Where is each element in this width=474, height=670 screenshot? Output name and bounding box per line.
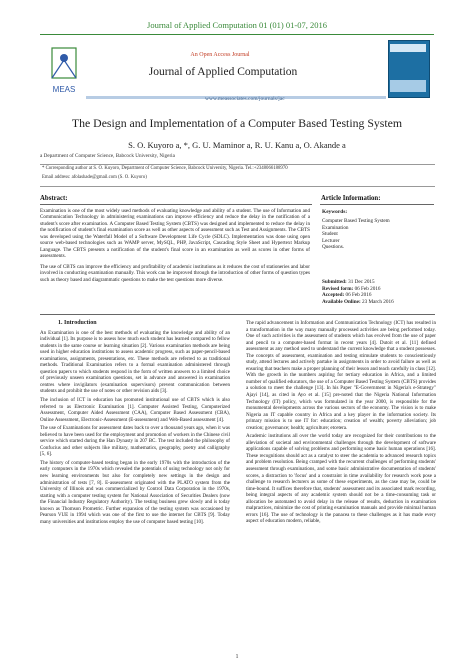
- abstract-divider: [40, 204, 312, 205]
- journal-title: Journal of Applied Computation: [148, 66, 298, 78]
- author-email[interactable]: Email address: afolashade@gmail.com (S. O. Kuyoro): [42, 175, 147, 180]
- journal-url[interactable]: www.meassociates.com/journals/jac: [205, 96, 285, 102]
- body-paragraph: An Examination is one of the best methods of evaluating the knowledge and ability of an individual [1]. Its purpose is to assess how much each student has learned compared to fellow students in the same course or learning situation [2]. Various examination methods are being used in higher education institutions to assess academic progress, such as paper-pencil-based examinations, assignments, presentations, etc. These methods are referred to as traditional methods. Traditional Examination refers to a formal examination administered through question papers to which students respond in the form of written answers to a limited choice of previously unseen examination questions, set in advance and answered in examination centres where invigilators (examination supervisors) prevent communication between students and prohibit the use of notes or other revision aids [3].: [40, 329, 230, 395]
- cover-band-top: [390, 44, 426, 52]
- author-list: S. O. Kuyoro a, *, G. U. Maminor a, R. U. Kanu a, O. Akande a: [128, 140, 346, 150]
- body-paragraph: Academic institutions all over the world today are recognized for their contributions to the alleviation of societal and environmental challenges through the development of software applications capable of solving problems and performing some basic human operations [16]. These recognitions should act as a catalyst to steer the academia to advanced research topics and problem resolution. Being cramped with the recurrent challenges of performing students' assessment through examinations, and some basic administrative documentation of students' scores, a distraction to 'focus' and a constraint in time availability for research work pose a challenge to research lecturers as some of these experiments, as the case may be, could be time-bound. It suffices therefore that, students' assessment and its associated mark recording, being integral aspects of any academic system should not be a time-consuming task or allocation be automated to avoid delay in the release of results, deduction in examination malpractices, minimize the cost of printing examination manuals and provide minimal human errors [16]. The use of technology is the panacea to these challenges as it has made every aspect of education modern, reliable,: [246, 433, 436, 525]
- article-info-divider: [320, 204, 434, 205]
- logo-text: MEAS: [52, 85, 76, 94]
- corresponding-author: * Corresponding author at S. O. Kuyoro, Department of Computer Science, Babcock University, Nigeria. Tel.:+2348066188970: [42, 166, 288, 171]
- header-divider: [40, 34, 434, 35]
- body-column-left: [40, 320, 230, 527]
- abstract-paragraph: The use of CBTS can improve the efficiency and profitability of academic institutions as it reduces the cost of stationeries and labor involved in conducting examination manually. This work can be improved through the introduction of other forms of question types such as theory based and diagrammatic questions to make the test questions more diverse.: [40, 263, 310, 283]
- body-paragraph: The history of computer-based testing began in the early 1970s with the introduction of the early computers in the 1970s which revealed the potentials of using technology not only for new learning environments but also for completely new settings in the design and administration of tests [7, 8]. E-assessment originated with the PLATO system from the University of Illinois and was commercialized by Control Data Corporation in the 1970s, starting with a computer testing system for National Association of Securities Dealers (now the Financial Industry Regulatory Authority). The testing business grew slowly and is today known as Thomson Prometric. Further expansion of the testing system was occasioned by Pearson VUE in 1994 which was one of the first to use the internet for CBTS [9]. Today many universities and institutions employ the use of computer based testing [10].: [40, 459, 230, 525]
- date-online: Available Online: 23 March 2016: [322, 298, 394, 305]
- body-paragraph: The inclusion of ICT in education has promoted institutional use of CBTS which is also referred to as Electronic Examination [1]. Computer Assisted Testing, Computerized Assessment, Computer Aided Assessment (CAA), Computer Based Assessment (CBA), Online Assessment, Electronic-Assessment (E-assessment) and Web-Based assessment [4].: [40, 397, 230, 423]
- date-revised: Revised form: 06 Feb 2016: [322, 285, 381, 292]
- section-divider: [40, 314, 435, 315]
- date-submitted: Submitted: 31 Dec 2015: [322, 279, 375, 285]
- keywords-list: [322, 218, 390, 251]
- body-paragraph: The rapid advancement in Information and Communication Technology (ICT) has resulted in a transformation in the way many manually processed activities are being performed today. One of such activities is the assessment of students which has evolved from the use of paper and pencil to a computer-based format in recent years [4]. Dutoit et al. [11] defined assessment as any method used to understand the current knowledge that a student possesses. The concepts of assessment, examination and testing stimulate students to conscientiously study, attend lectures and actively partake in assignments in order to avoid failure as well as ensuring that teachers make a proper planning of their lesson and teach carefully in class [12]. With the growth in the numbers aspiring for tertiary education in Africa, and a limited number of qualified educators, the use of a Computer Based Testing System (CBTS) provides a solution to meet the challenge [13]. In his Paper "E-Government in Nigeria's e-Strategy" Ajayi [14], as cited in Ayo et al. [15] pre-noted that the Nigeria National Information Technology (IT) policy, which was formulated in the year 2000, is responsible for the monumental developments across the various sectors of the economy. The vision is to make Nigeria an IT capable country in Africa and a key player in the information society. Its primary mission is to use IT for: education; creation of wealth; poverty alleviation; job creation; governance; health; agriculture; etcetera.: [246, 320, 436, 431]
- author-affiliation: a Department of Computer Science, Babcock University, Nigeria: [40, 153, 175, 159]
- article-info-heading: Article Information:: [321, 195, 381, 202]
- keyword: Computer Based Testing System: [322, 218, 390, 224]
- date-accepted: Accepted: 06 Feb 2016: [322, 292, 372, 299]
- cover-band-bottom: [390, 80, 426, 92]
- article-dates: [322, 279, 394, 305]
- keyword: Questions.: [322, 244, 345, 251]
- abstract-body: [40, 208, 310, 287]
- body-column-right: [246, 320, 436, 527]
- keyword: Lecturer: [322, 237, 340, 244]
- section-heading-introduction: 1. Introduction: [58, 320, 97, 326]
- abstract-paragraph: Examination is one of the most widely used methods of evaluating knowledge and ability of a student. The use of Information and Communication Technology in administering examinations can improve efficiency and reduce the delay in the notification of a student's score after examination. A Computer Based Testing System (CBTS) was designed and implemented to reduce the delay in the notification of student's final examination score as well as other aspects of assessment such as Test and Assignments. The CBTS was developed using the Waterfall Model of a Software Development Life Cycle (SDLC). Implementation was done using open source web-based technologies such as WAMP server, MySQL, PHP, JavaScript, Cascading Style Sheet and Hypertext Markup Language. The CBTS presents a notification of the student's final score in an examination as well as scores in other forms of assessments.: [40, 208, 310, 260]
- article-title: The Design and Implementation of a Computer Based Testing System: [71, 116, 403, 130]
- page-number: 1: [235, 654, 239, 660]
- journal-citation: Journal of Applied Computation 01 (01) 01-07, 2016: [147, 20, 327, 30]
- body-paragraph: The use of Examinations for assessment dates back to over a thousand years ago, when it was believed to have been used for the employment and promotion of workers in the Chinese civil service which started during the Han Dynasty in 207 BC. The test included the philosophy of Confucius and other subjects like military, mathematics, geography, poetry and calligraphy [5, 6].: [40, 425, 230, 458]
- publisher-logo: [44, 42, 84, 100]
- keywords-heading: Keywords:: [322, 209, 348, 215]
- open-access-label: An Open Access Journal: [190, 52, 250, 58]
- keyword: Examination: [322, 224, 349, 231]
- keyword: Student: [322, 231, 338, 238]
- abstract-heading: Abstract:: [40, 195, 68, 202]
